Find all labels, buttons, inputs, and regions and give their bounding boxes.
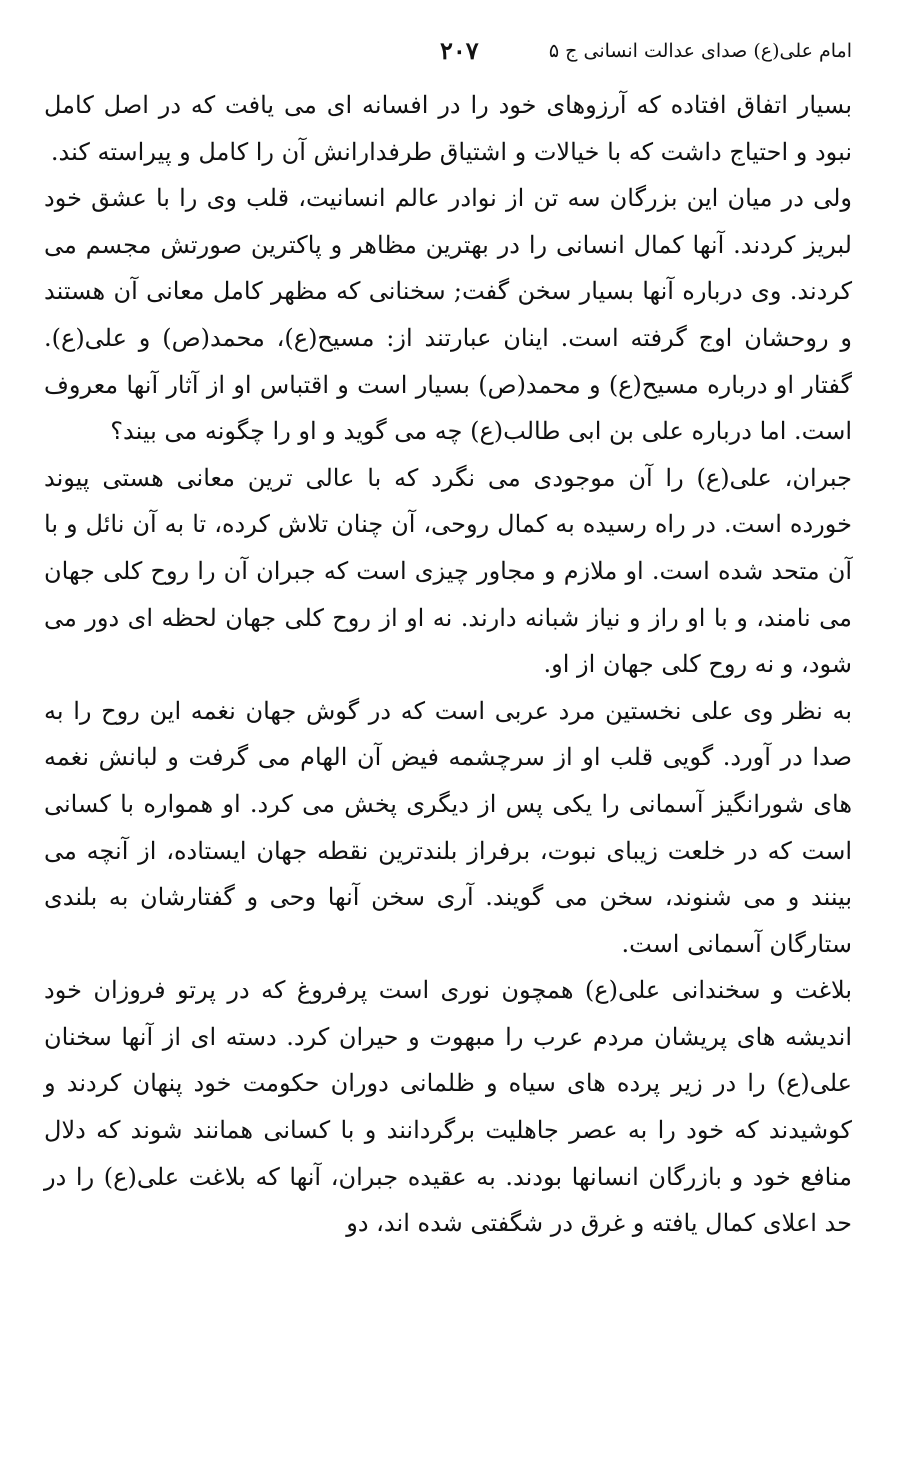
paragraph: جبران، علی(ع) را آن موجودی می نگرد که با عالی ترین معانی هستی پیوند خورده است. در راه رسیده به کمال روحی، آن چنان تلاش کرده، تا به آن نائل و با آن متحد شده است. او ملازم و مجاور چیزی است که جبران آن را روح کلی جهان می نامند، و با او راز و نیاز شبانه دارند. نه او از روح کلی جهان لحظه ای دور می شود، و نه روح کلی جهان از او. [44,463,852,679]
page-header [40,36,852,70]
running-title: امام علی(ع) صدای عدالت انسانی ج ۵ [548,40,852,62]
paragraph: بلاغت و سخندانی علی(ع) همچون نوری است پرفروغ که در پرتو فروزان خود اندیشه های پریشان مردم عرب را مبهوت و حیران کرد. دسته ای از آنها سخنان علی(ع) را در زیر پرده های سیاه و ظلمانی دوران حکومت خود پنهان کردند و کوشیدند که خود را به عصر جاهلیت برگردانند و با کسانی همانند شوند که دلال منافع خود و بازرگان انسانها بودند. به عقیده جبران، آنها که بلاغت علی(ع) را در حد اعلای کمال یافته و غرق در شگفتی شده اند، دو [44,976,852,1238]
page-number: ۲۰۷ [440,36,479,65]
body-text [44,82,852,1247]
paragraph: به نظر وی علی نخستین مرد عربی است که در گوش جهان نغمه این روح را به صدا در آورد. گویی قلب او از سرچشمه فیض آن الهام می گرفت و لبانش نغمه های شورانگیز آسمانی را یکی پس از دیگری پخش می کرد. او همواره با کسانی است که در خلعت زیبای نبوت، برفراز بلندترین نقطه جهان ایستاده، از آنچه می بینند و می شنوند، سخن می گویند. آری سخن آنها وحی و گفتارشان به بلندی ستارگان آسمانی است. [44,696,852,958]
paragraph: ولی در میان این بزرگان سه تن از نوادر عالم انسانیت، قلب وی را با عشق خود لبریز کردند. آنها کمال انسانی را در بهترین مظاهر و پاکترین صورتش مجسم می کردند. وی درباره آنها بسیار سخن گفت; سخنانی که مظهر کامل معانی آن هستند و روحشان اوج گرفته است. اینان عبارتند از: مسیح(ع)، محمد(ص) و علی(ع). گفتار او درباره مسیح(ع) و محمد(ص) بسیار است و اقتباس او از آثار آنها معروف است. اما درباره علی بن ابی طالب(ع) چه می گوید و او را چگونه می بیند؟ [44,184,852,446]
paragraph: بسیار اتفاق افتاده که آرزوهای خود را در افسانه ای می یافت که در اصل کامل نبود و احتیاج داشت که با خیالات و اشتیاق طرفدارانش آن را کامل و پیراسته کند. [44,91,852,166]
